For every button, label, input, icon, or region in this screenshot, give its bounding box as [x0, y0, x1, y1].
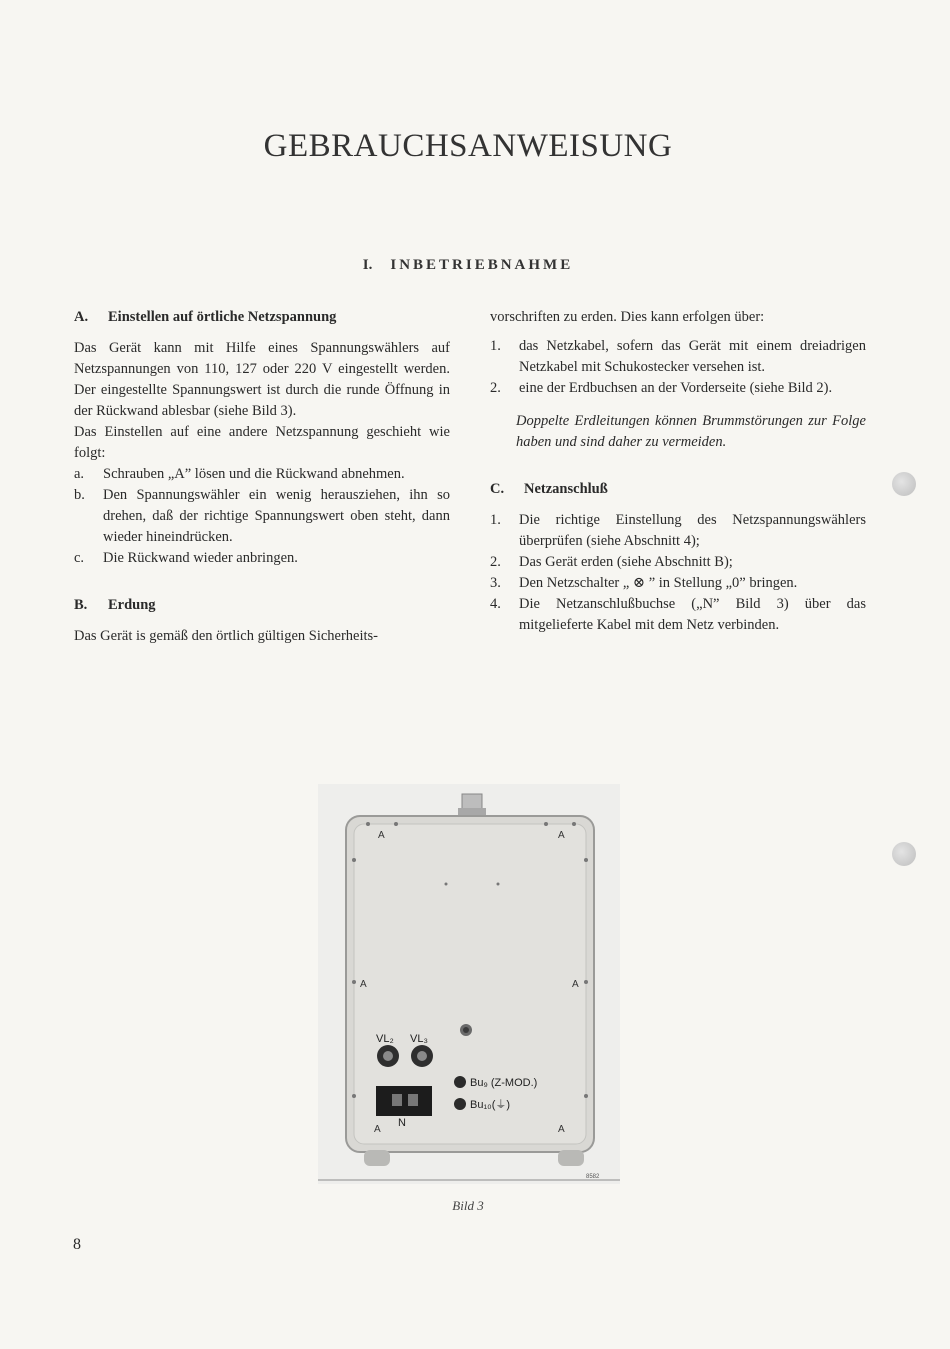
section-b-title: Erdung: [108, 597, 156, 613]
list-text: eine der Erdbuchsen an der Vorderseite (siehe Bild 2).: [519, 380, 833, 396]
list-marker: 3.: [490, 575, 501, 591]
section-c-title: Netzanschluß: [524, 481, 608, 497]
screw-label: A: [378, 830, 385, 841]
list-marker: 2.: [490, 380, 501, 396]
section-b-paragraph-1: Das Gerät is gemäß den örtlich gültigen Sicherheits-: [74, 628, 379, 644]
section-b-list: [490, 336, 866, 399]
page-title: GEBRAUCHSANWEISUNG: [263, 128, 673, 164]
section-a-title: Einstellen auf örtliche Netzspannung: [108, 309, 337, 325]
grounding-note: Doppelte Erdleitungen können Brummstörungen zur Folge haben und sind daher zu vermeiden.: [516, 413, 866, 450]
screw-label: A: [558, 1124, 565, 1135]
list-marker: a.: [74, 466, 85, 482]
chapter-heading: [0, 257, 936, 274]
list-item: [490, 336, 866, 378]
list-marker: 1.: [490, 512, 501, 528]
list-text: das Netzkabel, sofern das Gerät mit einem dreiadrigen Netzkabel mit Schukostecker versehen ist.: [519, 338, 866, 375]
punch-hole: [892, 472, 916, 496]
list-marker: 1.: [490, 338, 501, 354]
section-c-list: [490, 510, 866, 636]
list-text: Den Spannungswähler ein wenig herausziehen, ihn so drehen, daß der richtige Spannungswert oben steht, dann wieder hineindrücken.: [103, 487, 450, 545]
screw-label: A: [572, 979, 579, 990]
chapter-title: INBETRIEBNAHME: [390, 257, 574, 273]
list-item: [74, 464, 450, 485]
vl2-label: VL₂: [376, 1033, 394, 1045]
list-item: [74, 548, 450, 569]
list-marker: 2.: [490, 554, 501, 570]
section-c-letter: C.: [490, 481, 505, 497]
list-marker: b.: [74, 487, 85, 503]
punch-hole: [892, 842, 916, 866]
section-c-heading: [490, 479, 866, 500]
list-text: Die richtige Einstellung des Netzspannungswählers überprüfen (siehe Abschnitt 4);: [519, 512, 866, 549]
list-item: [74, 485, 450, 548]
list-item: [490, 552, 866, 573]
mains-socket-label: N: [398, 1117, 406, 1129]
screw-label: A: [558, 830, 565, 841]
photo-number: 8582: [586, 1174, 600, 1180]
list-text: Die Netzanschlußbuchse („N” Bild 3) über das mitgelieferte Kabel mit dem Netz verbinden.: [519, 596, 866, 633]
section-b-heading: [74, 595, 450, 616]
section-a-letter: A.: [74, 309, 89, 325]
list-item: [490, 594, 866, 636]
list-text: Die Rückwand wieder anbringen.: [103, 550, 298, 566]
list-text: Den Netzschalter „ ⊗ ” in Stellung „0” bringen.: [519, 575, 798, 591]
list-item: [490, 378, 866, 399]
bu9-label: Bu₉ (Z-MOD.): [470, 1077, 538, 1089]
list-item: [490, 573, 866, 594]
figure-caption: Bild 3: [452, 1198, 484, 1213]
chapter-number: I.: [362, 257, 373, 273]
bu10-label: Bu₁₀(⏚): [470, 1099, 511, 1111]
rear-panel-illustration: [318, 784, 620, 1184]
section-b-letter: B.: [74, 597, 88, 613]
section-a-heading: [74, 307, 450, 328]
left-column: [74, 307, 450, 647]
rear-panel-photo: [318, 784, 620, 1184]
vl3-label: VL₃: [410, 1033, 428, 1045]
section-a-paragraph-2: Das Einstellen auf eine andere Netzspannung geschieht wie folgt:: [74, 424, 450, 461]
page-number: 8: [73, 1236, 81, 1253]
right-column: [490, 307, 866, 636]
list-item: [490, 510, 866, 552]
section-a-paragraph-1: Das Gerät kann mit Hilfe eines Spannungswählers auf Netzspannungen von 110, 127 oder 220 V eingestellt werden. Der eingestellte Spannungswert ist durch die runde Öffnung in der Rückwand ablesbar (siehe Bild 3).: [74, 340, 450, 419]
list-text: Das Gerät erden (siehe Abschnitt B);: [519, 554, 733, 570]
screw-label: A: [374, 1124, 381, 1135]
list-text: Schrauben „A” lösen und die Rückwand abnehmen.: [103, 466, 405, 482]
section-b-paragraph-continued: vorschriften zu erden. Dies kann erfolgen über:: [490, 309, 765, 325]
section-a-steps: [74, 464, 450, 569]
list-marker: c.: [74, 550, 85, 566]
screw-label: A: [360, 979, 367, 990]
list-marker: 4.: [490, 596, 501, 612]
